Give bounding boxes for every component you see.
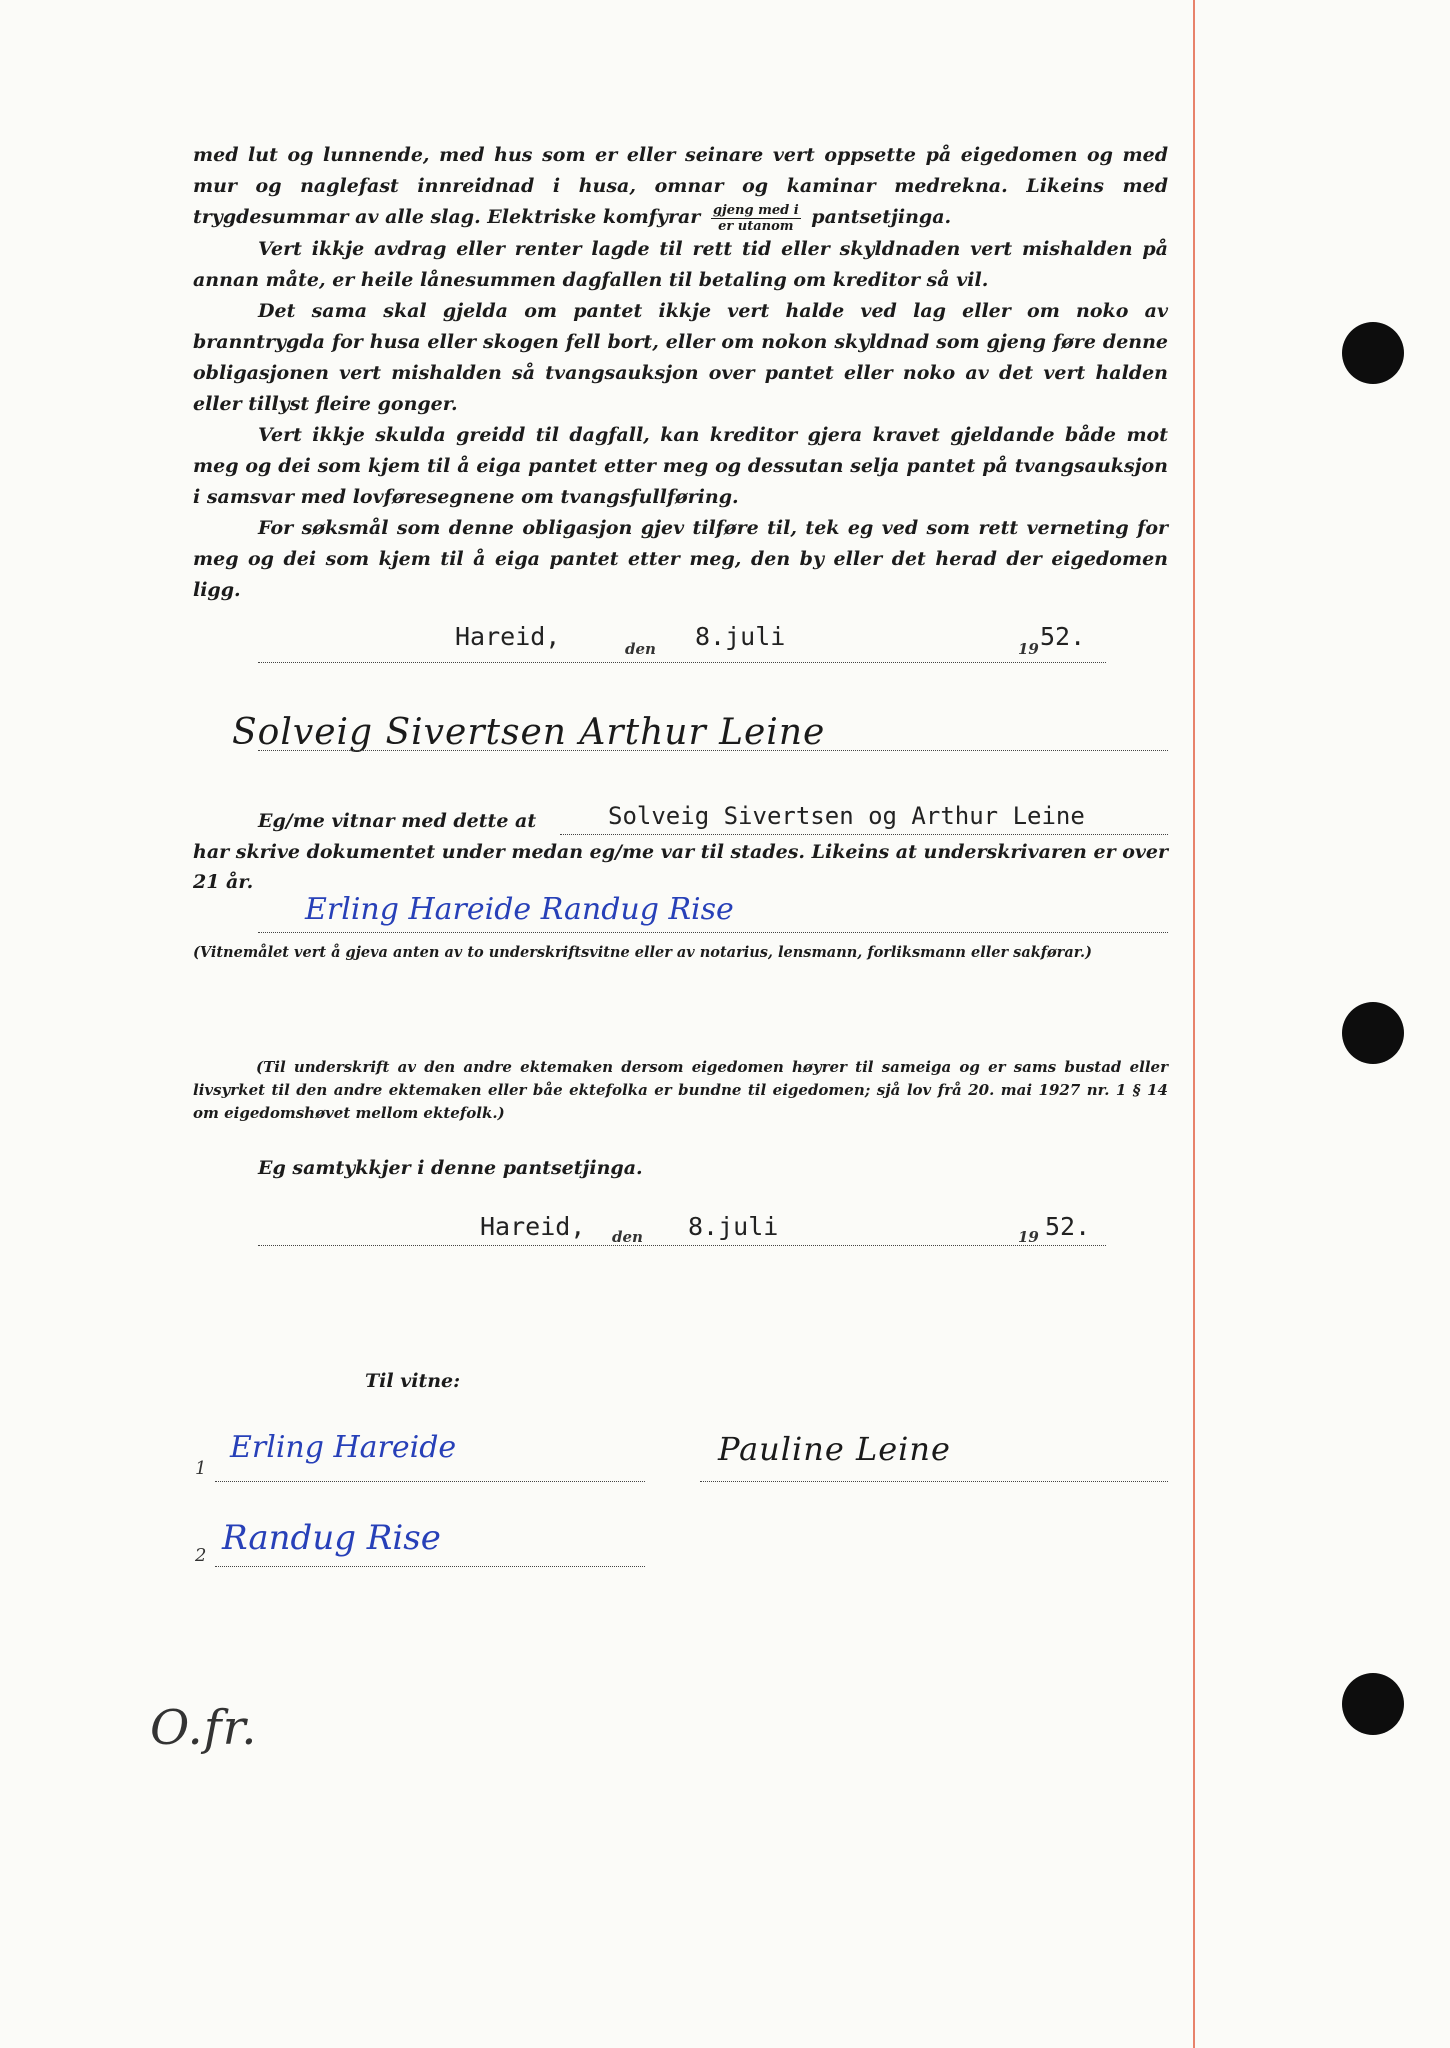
punch-hole-top <box>1342 322 1404 384</box>
date-line-2 <box>258 1245 1106 1246</box>
witness-line-2: har skrive dokumentet under medan eg/me var til stades. Likeins at underskrivaren er over <box>193 841 1169 863</box>
witness-names-line <box>560 834 1168 835</box>
signature-line-1 <box>258 750 1168 751</box>
date1-year: 52. <box>1040 622 1086 651</box>
witness-prefix: Eg/me vitnar med dette at <box>258 810 537 832</box>
punch-hole-bottom <box>1342 1673 1404 1735</box>
spouse-signature-line <box>700 1481 1168 1482</box>
margin-rule <box>1193 0 1195 2048</box>
date2-century: 19 <box>1018 1228 1039 1246</box>
paragraph-4: Vert ikkje skulda greidd til dagfall, kan kreditor gjera kravet gjeldande både mot meg og dei som kjem til å eiga pantet etter meg og dessutan selja pantet på tvangsauksjon i samsvar med lovføresegnene om tvangsfullføring. <box>193 423 1168 508</box>
date2-date: 8.juli <box>688 1212 779 1241</box>
til-vitne-label: Til vitne: <box>365 1370 461 1392</box>
witness-signatures: Erling Hareide Randug Rise <box>305 892 734 927</box>
spouse-note: (Til underskrift av den andre ektemaken dersom eigedomen høyrer til sameiga og er sams bustad eller livsyrket til den andre ektemaken eller båe ektefolka er bundne til eigedomen; sjå lov frå 20. mai 1927 nr. 1 § 14 om eigedomshøvet mellom ektefolk.) <box>193 1058 1168 1122</box>
date1-century: 19 <box>1018 640 1039 658</box>
date2-den-label: den <box>612 1228 643 1246</box>
date1-place: Hareid, <box>455 622 561 651</box>
obligation-body <box>193 140 1168 606</box>
punch-hole-middle <box>1342 1002 1404 1064</box>
spouse-signature: Pauline Leine <box>718 1430 951 1468</box>
paragraph-5: For søksmål som denne obligasjon gjev tilføre til, tek eg ved som rett verneting for meg og dei som kjem til å eiga pantet etter meg, den by eller det herad der eigedomen ligg. <box>193 516 1168 601</box>
paragraph-3: Det sama skal gjelda om pantet ikkje vert halde ved lag eller om noko av branntrygda for husa eller skogen fell bort, eller om nokon skyldnad som gjeng føre denne obligasjonen vert mishalden så tvangsauksjon over pantet eller noko av det vert halden eller tillyst fleire gonger. <box>193 299 1168 415</box>
paragraph-2: Vert ikkje avdrag eller renter lagde til rett tid eller skyldnaden vert mishalden på annan måte, er heile lånesummen dagfallen til betaling om kreditor så vil. <box>193 237 1168 291</box>
date1-den-label: den <box>625 640 656 658</box>
witness-1-line <box>215 1481 645 1482</box>
debtor-signature: Solveig Sivertsen Arthur Leine <box>232 712 826 753</box>
witness-1-number: 1 <box>195 1458 207 1479</box>
witness-named-persons: Solveig Sivertsen og Arthur Leine <box>608 802 1085 830</box>
witness-2-number: 2 <box>195 1545 207 1566</box>
witness-line-3: 21 år. <box>193 871 254 893</box>
witness-note: (Vitnemålet vert å gjeva anten av to underskriftsvitne eller av notarius, lensmann, forliksmann eller sakførar.) <box>193 944 1092 961</box>
date2-place: Hareid, <box>480 1212 586 1241</box>
initials-mark: O.fr. <box>150 1700 258 1756</box>
consent-statement: Eg samtykkjer i denne pantsetjinga. <box>258 1157 643 1179</box>
witness-2-line <box>215 1566 645 1567</box>
date1-date: 8.juli <box>695 622 786 651</box>
witness-1-signature: Erling Hareide <box>230 1430 457 1465</box>
witness-signature-line <box>258 932 1168 933</box>
date-line-1 <box>258 662 1106 663</box>
date2-year: 52. <box>1045 1212 1091 1241</box>
witness-2-signature: Randug Rise <box>222 1518 441 1558</box>
paragraph-1: med lut og lunnende, med hus som er eller seinare vert oppsette på eigedomen og med mur og naglefast innreidnad i husa, omnar og kaminar medrekna. Likeins med trygdesummar av alle slag. Elektriske komfyrar $\frac{\text{gjeng med i}}{\text{er utanom}}$ pantsetjinga. <box>193 144 1168 234</box>
fraction-choice: $\frac{\text{gjeng med i}}{\text{er utanom}}$ <box>712 202 799 234</box>
